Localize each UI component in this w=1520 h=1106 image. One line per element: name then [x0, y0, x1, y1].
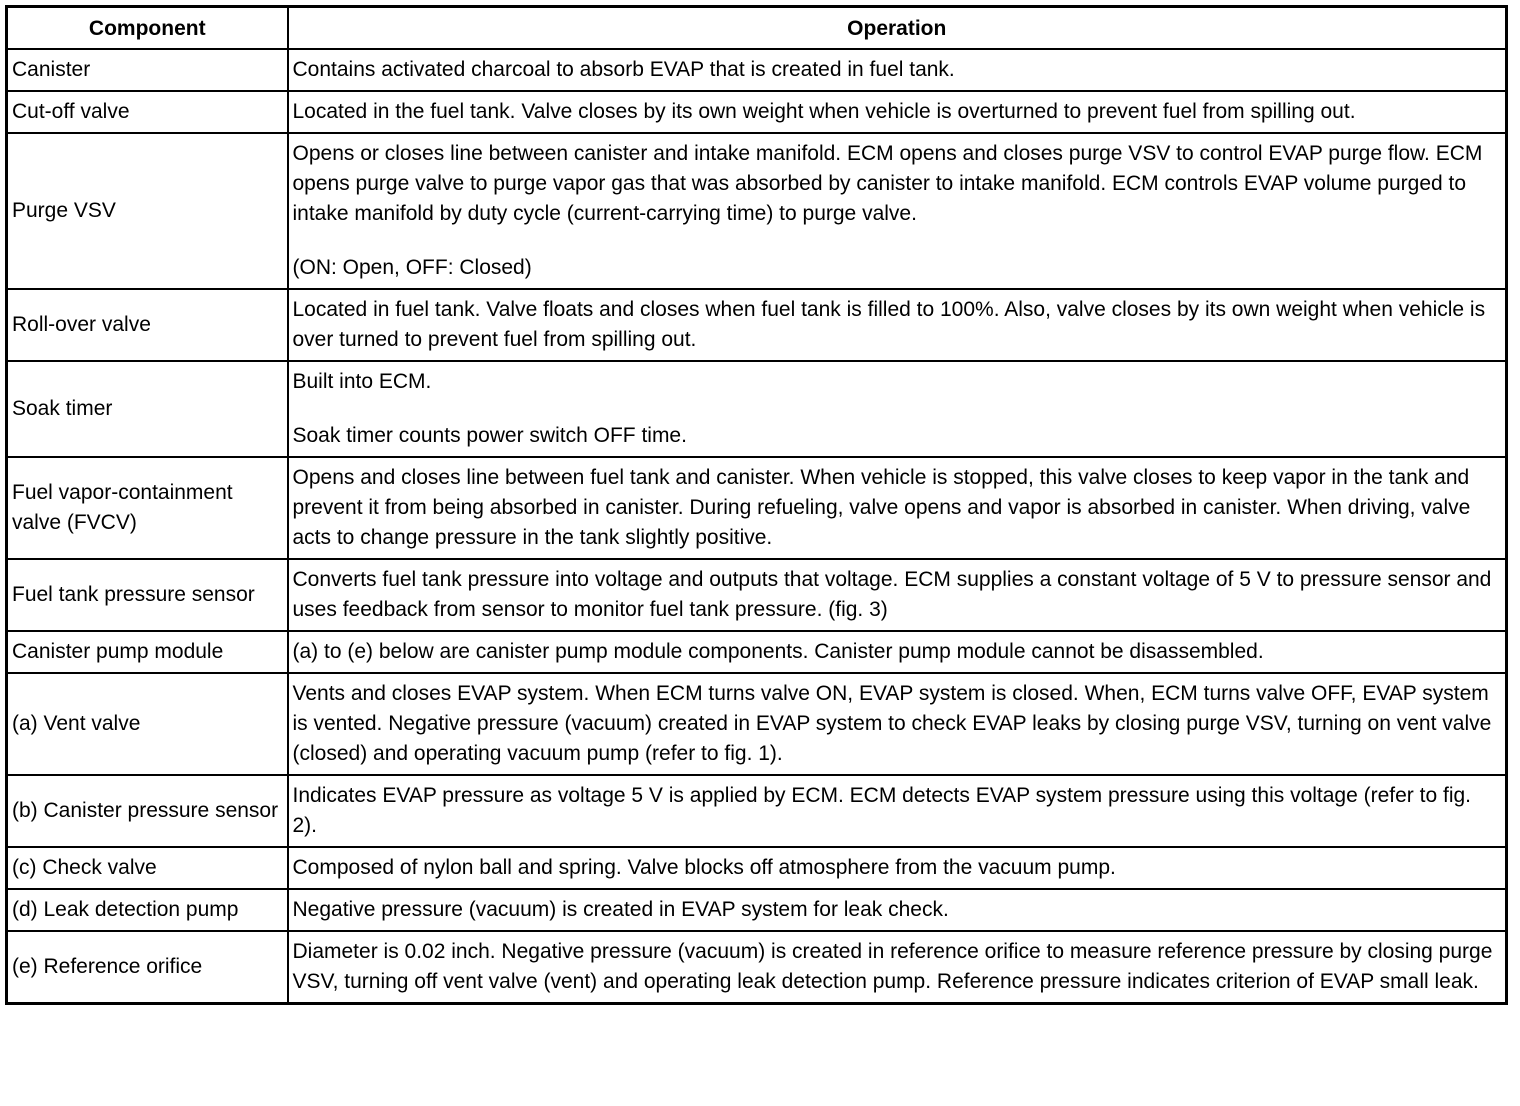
- operation-paragraph: Opens and closes line between fuel tank and canister. When vehicle is stopped, this valve closes to keep vapor in the tank and prevent it from being absorbed in canister. During refueling, valve opens and vapor is absorbed in canister. When driving, valve acts to change pressure in the tank slightly positive.: [292, 466, 1471, 549]
- operation-cell: [288, 457, 1507, 559]
- operation-paragraph: Vents and closes EVAP system. When ECM turns valve ON, EVAP system is closed. When, ECM turns valve OFF, EVAP system is vented. Negative pressure (vacuum) created in EVAP system to check EVAP leaks by closing purge VSV, turning on vent valve (closed) and operating vacuum pump (refer to fig. 1).: [292, 682, 1492, 765]
- operation-cell: [288, 775, 1507, 847]
- table-row: [7, 91, 1507, 133]
- table-body: [7, 49, 1507, 1004]
- operation-cell: [288, 889, 1507, 931]
- component-cell: (e) Reference orifice: [7, 931, 288, 1004]
- component-column-header: Component: [7, 7, 288, 50]
- table-row: [7, 847, 1507, 889]
- operation-paragraph: Diameter is 0.02 inch. Negative pressure (vacuum) is created in reference orifice to measure reference pressure by closing purge VSV, turning off vent valve (vent) and operating leak detection pump. Reference pressure indicates criterion of EVAP small leak.: [292, 940, 1493, 993]
- table-row: [7, 457, 1507, 559]
- component-cell: Roll-over valve: [7, 289, 288, 361]
- component-cell: (a) Vent valve: [7, 673, 288, 775]
- table-row: [7, 775, 1507, 847]
- operation-cell: [288, 847, 1507, 889]
- table-row: [7, 931, 1507, 1004]
- table-header-row: [7, 7, 1507, 50]
- table-row: [7, 631, 1507, 673]
- operation-paragraph: (a) to (e) below are canister pump module components. Canister pump module cannot be disassembled.: [292, 640, 1264, 663]
- table-row: [7, 133, 1507, 289]
- operation-paragraph: Composed of nylon ball and spring. Valve blocks off atmosphere from the vacuum pump.: [292, 856, 1116, 879]
- table-row: [7, 559, 1507, 631]
- table-row: [7, 673, 1507, 775]
- operation-paragraph: Located in fuel tank. Valve floats and closes when fuel tank is filled to 100%. Also, valve closes by its own weight when vehicle is over turned to prevent fuel from spilling out.: [292, 298, 1486, 351]
- operation-cell: [288, 559, 1507, 631]
- table-row: [7, 361, 1507, 457]
- component-cell: Fuel vapor-containment valve (FVCV): [7, 457, 288, 559]
- component-cell: (d) Leak detection pump: [7, 889, 288, 931]
- operation-paragraph: Negative pressure (vacuum) is created in EVAP system for leak check.: [292, 898, 949, 921]
- operation-paragraph: Contains activated charcoal to absorb EVAP that is created in fuel tank.: [292, 58, 955, 81]
- component-cell: Canister pump module: [7, 631, 288, 673]
- operation-column-header: Operation: [288, 7, 1507, 50]
- operation-cell: [288, 49, 1507, 91]
- operation-paragraph: Built into ECM.: [292, 370, 432, 393]
- operation-cell: [288, 133, 1507, 289]
- component-cell: (b) Canister pressure sensor: [7, 775, 288, 847]
- component-cell: Soak timer: [7, 361, 288, 457]
- operation-cell: [288, 289, 1507, 361]
- operation-paragraph: Indicates EVAP pressure as voltage 5 V is applied by ECM. ECM detects EVAP system pressure using this voltage (refer to fig. 2).: [292, 784, 1471, 837]
- component-cell: Canister: [7, 49, 288, 91]
- component-operation-table: [5, 5, 1508, 1005]
- operation-paragraph: (ON: Open, OFF: Closed): [292, 256, 532, 279]
- operation-paragraph: Opens or closes line between canister and intake manifold. ECM opens and closes purge VSV to control EVAP purge flow. ECM opens purge valve to purge vapor gas that was absorbed by canister to intake manifold. ECM controls EVAP volume purged to intake manifold by duty cycle (current-carrying time) to purge valve.: [292, 142, 1483, 225]
- operation-cell: [288, 673, 1507, 775]
- operation-paragraph: Converts fuel tank pressure into voltage and outputs that voltage. ECM supplies a constant voltage of 5 V to pressure sensor and uses feedback from sensor to monitor fuel tank pressure. (fig. 3): [292, 568, 1492, 621]
- operation-cell: [288, 91, 1507, 133]
- operation-cell: [288, 361, 1507, 457]
- component-cell: Purge VSV: [7, 133, 288, 289]
- component-cell: Cut-off valve: [7, 91, 288, 133]
- component-cell: (c) Check valve: [7, 847, 288, 889]
- operation-paragraph: Soak timer counts power switch OFF time.: [292, 424, 687, 447]
- component-cell: Fuel tank pressure sensor: [7, 559, 288, 631]
- operation-paragraph: Located in the fuel tank. Valve closes by its own weight when vehicle is overturned to prevent fuel from spilling out.: [292, 100, 1356, 123]
- table-row: [7, 49, 1507, 91]
- operation-cell: [288, 631, 1507, 673]
- table-row: [7, 289, 1507, 361]
- table-row: [7, 889, 1507, 931]
- operation-cell: [288, 931, 1507, 1004]
